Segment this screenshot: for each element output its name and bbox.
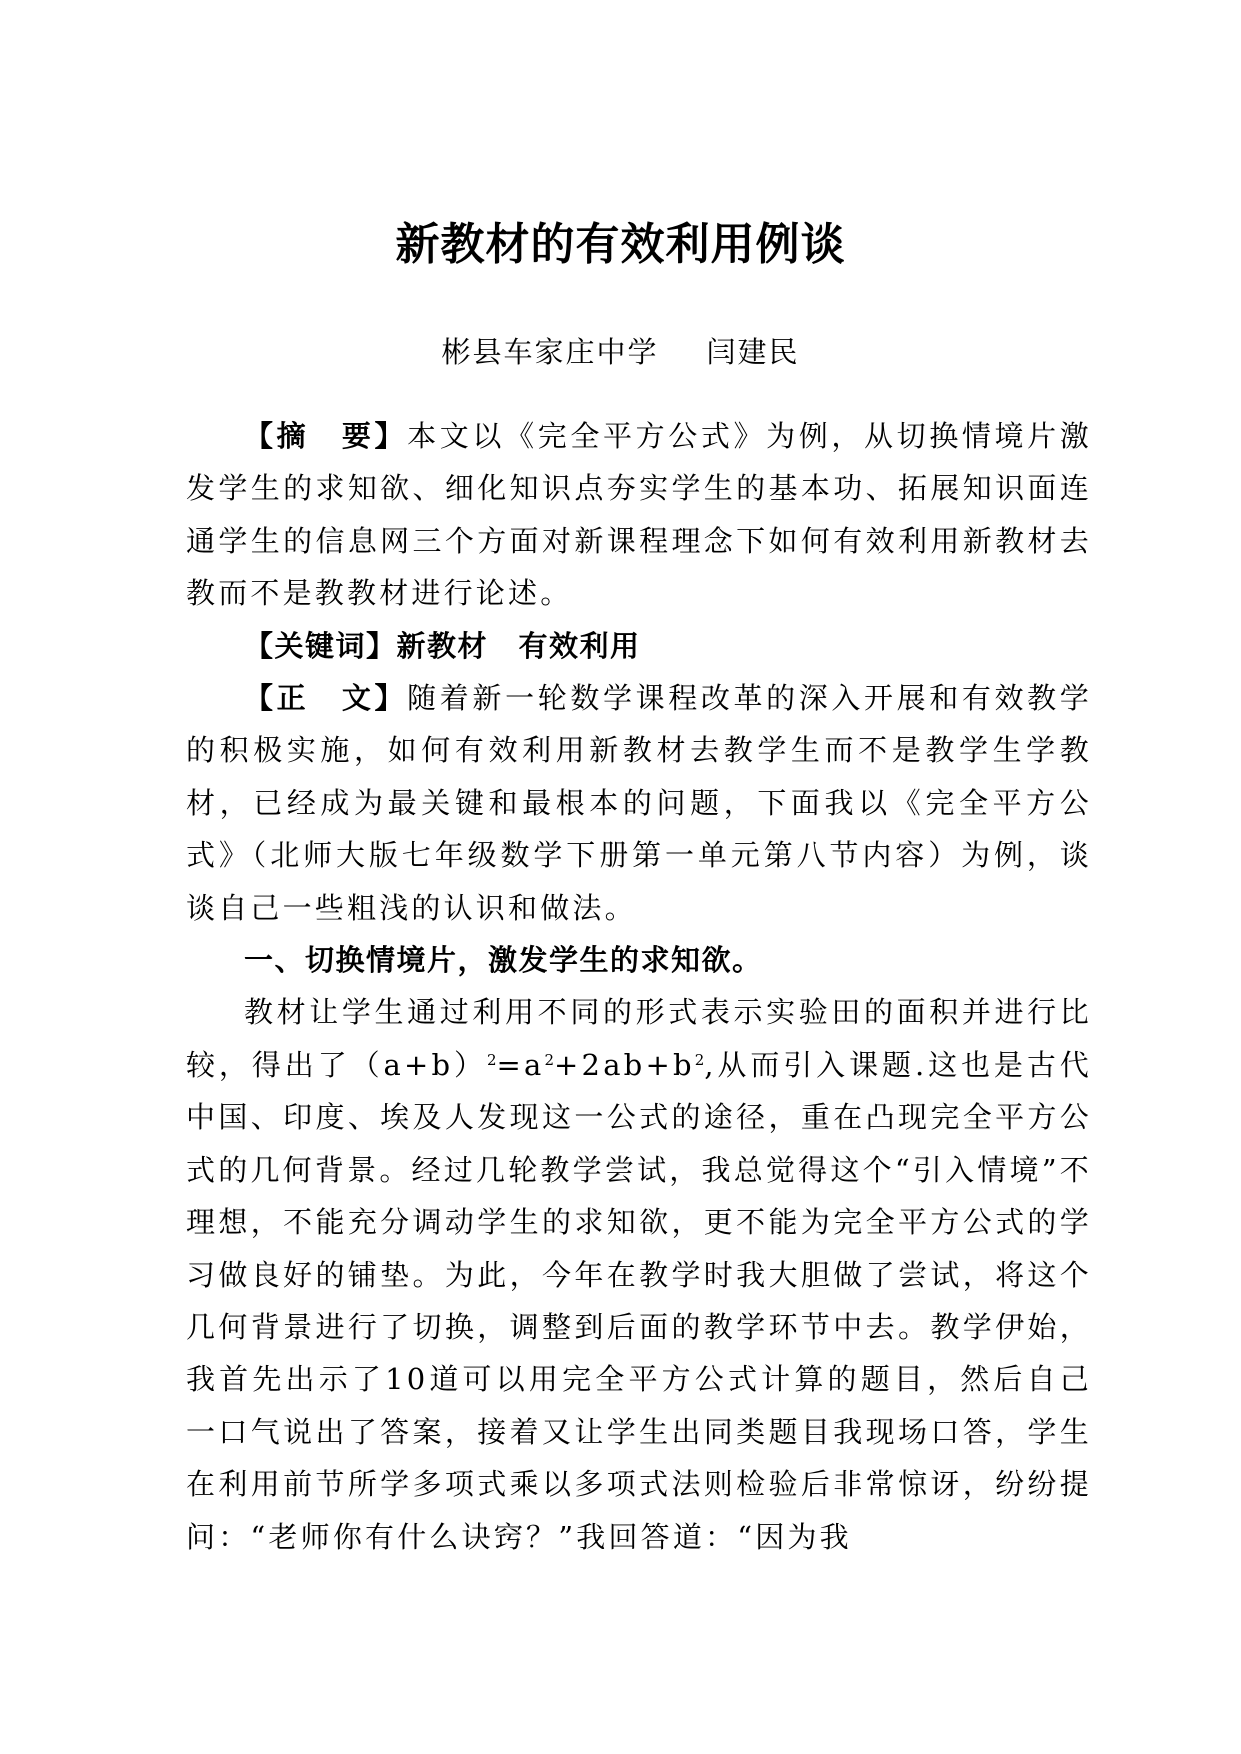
abstract-label: 【摘 要】: [244, 419, 408, 453]
article-title: 新教材的有效利用例谈: [395, 219, 846, 270]
section1-paragraph: [186, 986, 1092, 1562]
abstract-paragraph: [186, 410, 1092, 620]
keywords-label: 【关键词】: [244, 628, 397, 663]
formula: [351, 1048, 705, 1082]
author-school: 彬县车家庄中学: [441, 335, 659, 369]
intro-paragraph: [186, 672, 1092, 934]
formula-exp-3: 2: [694, 1050, 705, 1069]
keywords-paragraph: [186, 620, 1092, 672]
section1-text-after: ,从而引入课题.这也是古代中国、印度、埃及人发现这一公式的途径，重在凸现完全平方公式的几何背景。经过几轮教学尝试，我总觉得这个“引入情境”不理想，不能充分调动学生的求知欲，更不能为完全平方公式的学习做良好的铺垫。为此，今年在教学时我大胆做了尝试，将这个几何背景进行了切换，调整到后面的教学环节中去。教学伊始，我首先出示了10道可以用完全平方公式计算的题目，然后自己一口气说出了答案，接着又让学生出同类题目我现场口答，学生在利用前节所学多项式乘以多项式法则检验后非常惊讶，纷纷提问：“老师你有什么诀窍？”我回答道：“因为我: [186, 1047, 1092, 1554]
formula-exp-2: 2: [544, 1050, 555, 1069]
formula-mid: =a: [496, 1047, 545, 1082]
formula-left: （a+b）: [350, 1047, 487, 1082]
article-body: [186, 410, 1092, 1563]
section1-text-before: 教材让学生通过利用不同的形式表示实验田的面积并进行比较，得出了: [186, 995, 1092, 1082]
section1-heading: 一、切换情境片，激发学生的求知欲。: [244, 943, 763, 978]
formula-tail: +2ab+b: [554, 1047, 695, 1082]
keywords-text: 新教材 有效利用: [396, 628, 641, 663]
abstract-text: 本文以《完全平方公式》为例，从切换情境片激发学生的求知欲、细化知识点夯实学生的基本功、拓展知识面连通学生的信息网三个方面对新课程理念下如何有效利用新教材去教而不是教教材进行论述。: [186, 419, 1092, 611]
intro-label: 【正 文】: [244, 681, 408, 716]
intro-text: 随着新一轮数学课程改革的深入开展和有效教学的积极实施，如何有效利用新教材去教学生而不是教学生学教材，已经成为最关键和最根本的问题，下面我以《完全平方公式》（北师大版七年级数学下册第一单元第八节内容）为例，谈谈自己一些粗浅的认识和做法。: [186, 681, 1092, 925]
author-line: [0, 330, 1241, 371]
author-name: 闫建民: [706, 335, 800, 369]
formula-exp-1: 2: [486, 1050, 497, 1069]
